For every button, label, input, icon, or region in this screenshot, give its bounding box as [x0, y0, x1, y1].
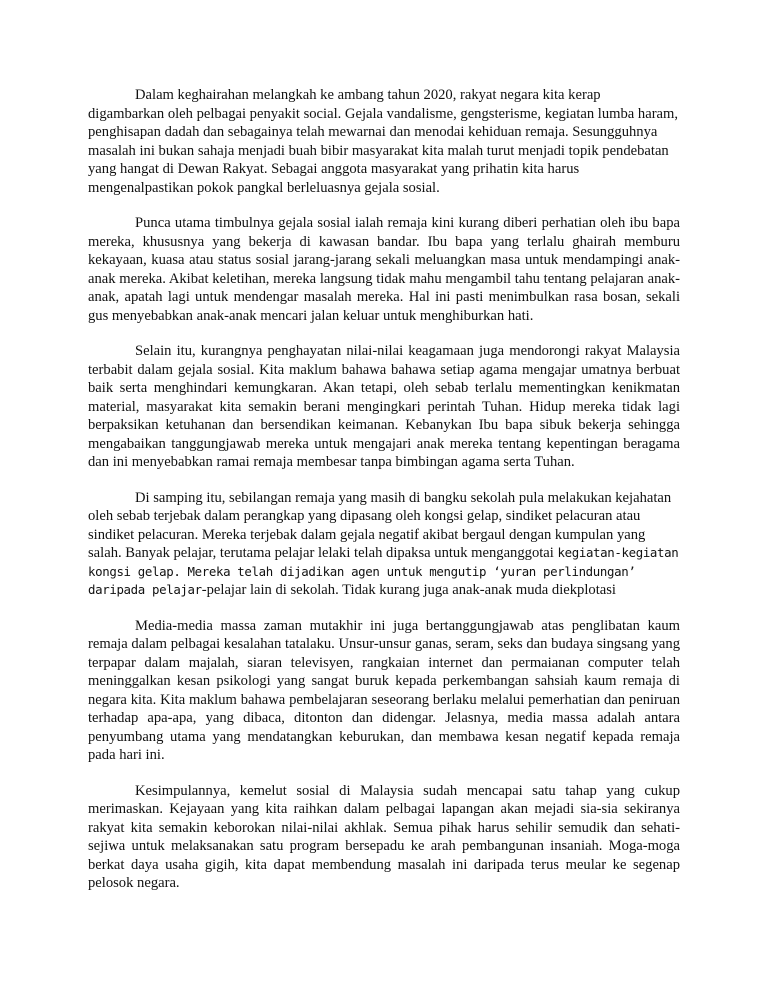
- paragraph-mass-media: Media-media massa zaman mutakhir ini juga bertanggungjawab atas penglibatan kaum remaja dalam pelbagai kesalahan tatalaku. Unsur-unsur ganas, seram, seks dan budaya singsang yang terpapar dalam majalah, siaran televisyen, rangkaian internet dan permaianan computer telah meninggalkan kesan psikologi yang sangat buruk kepada perkembangan sahsiah kaum remaja di negara kita. Kita maklum bahawa pembelajaran seseorang berlaku melalui pemerhatian dan peniruan terhadap apa-apa, yang dibaca, ditonton dan didengar. Jelasnya, media massa adalah antara penyumbang utama yang mendatangkan keburukan, dan membawa kesan negatif kepada remaja pada hari ini.: [88, 617, 680, 763]
- paragraph-gangs-text-after: -pelajar lain di sekolah. Tidak kurang juga anak-anak muda diekplotasi: [201, 582, 616, 598]
- paragraph-conclusion: Kesimpulannya, kemelut sosial di Malaysia sudah mencapai satu tahap yang cukup merimaskan. Kejayaan yang kita raihkan dalam pelbagai lapangan akan mejadi sia-sia sekiranya rakyat kita semakin keborokan nilai-nilai akhlak. Semua pihak harus sehilir semudik dan sehati-sejiwa untuk melaksanakan satu program bersepadu ke arah pembangunan insaniah. Moga-moga berkat daya usaha gigih, kita dapat membendung masalah ini daripada terus meular ke segenap pelosok negara.: [88, 782, 680, 891]
- paragraph-religious-values: Selain itu, kurangnya penghayatan nilai-nilai keagamaan juga mendorongi rakyat Malaysia terbabit dalam gejala sosial. Kita maklum bahawa bahawa setiap agama mengajar umatnya berbuat baik serta menghindari kemungkaran. Akan tetapi, oleh sebab terlalu mementingkan kenikmatan material, masyarakat kita semakin berani mengingkari perintah Tuhan. Hidup mereka tidak lagi berpaksikan ketuhanan dan bersendikan keimanan. Kebanykan Ibu bapa sibuk bekerja sehingga mengabaikan tanggungjawab mereka untuk mengajari anak mereka tentang kepentingan beragama dan ini menyebabkan ramai remaja membesar tanpa bimbingan agama serta Tuhan.: [88, 343, 680, 470]
- paragraph-gangs-text-mono: kegiatan-kegiatan kongsi gelap. Mereka telah dijadikan agen untuk mengutip ‘yuran perlindungan’ daripada pelajar: [88, 545, 679, 597]
- paragraph-gangs-text-before: Di samping itu, sebilangan remaja yang masih di bangku sekolah pula melakukan kejahatan oleh sebab terjebak dalam perangkap yang dipasang oleh kongsi gelap, sindiket pelacuran atau sindiket pelacuran. Mereka terjebak dalam gejala negatif akibat bergaul dengan kumpulan yang salah. Banyak pelajar, terutama pelajar lelaki telah dipaksa untuk menganggotai: [88, 489, 672, 561]
- paragraph-parental-neglect: Punca utama timbulnya gejala sosial ialah remaja kini kurang diberi perhatian oleh ibu bapa mereka, khususnya yang bekerja di kawasan bandar. Ibu bapa yang terlalu ghairah memburu kekayaan, kuasa atau status sosial jarang-jarang sekali meluangkan masa untuk mendampingi anak-anak mereka. Akibat keletihan, mereka langsung tidak mahu mengambil tahu tentang pelajaran anak-anak, apatah lagi untuk mendengar masalah mereka. Hal ini pasti menimbulkan rasa bosan, sekali gus menyebabkan anak-anak mencari jalan keluar untuk menghiburkan hati.: [88, 215, 680, 324]
- paragraph-gangs: [88, 489, 680, 600]
- document-page: [88, 86, 680, 910]
- paragraph-intro: Dalam keghairahan melangkah ke ambang tahun 2020, rakyat negara kita kerap digambarkan oleh pelbagai penyakit social. Gejala vandalisme, gengsterisme, kegiatan lumba haram, penghisapan dadah dan sebagainya telah mewarnai dan menodai kehiduan remaja. Sesungguhnya masalah ini bukan sahaja menjadi buah bibir masyarakat kita malah turut menjadi topik pendebatan yang hangat di Dewan Rakyat. Sebagai anggota masyarakat yang prihatin kita harus mengenalpastikan pokok pangkal berleluasnya gejala sosial.: [88, 87, 679, 196]
